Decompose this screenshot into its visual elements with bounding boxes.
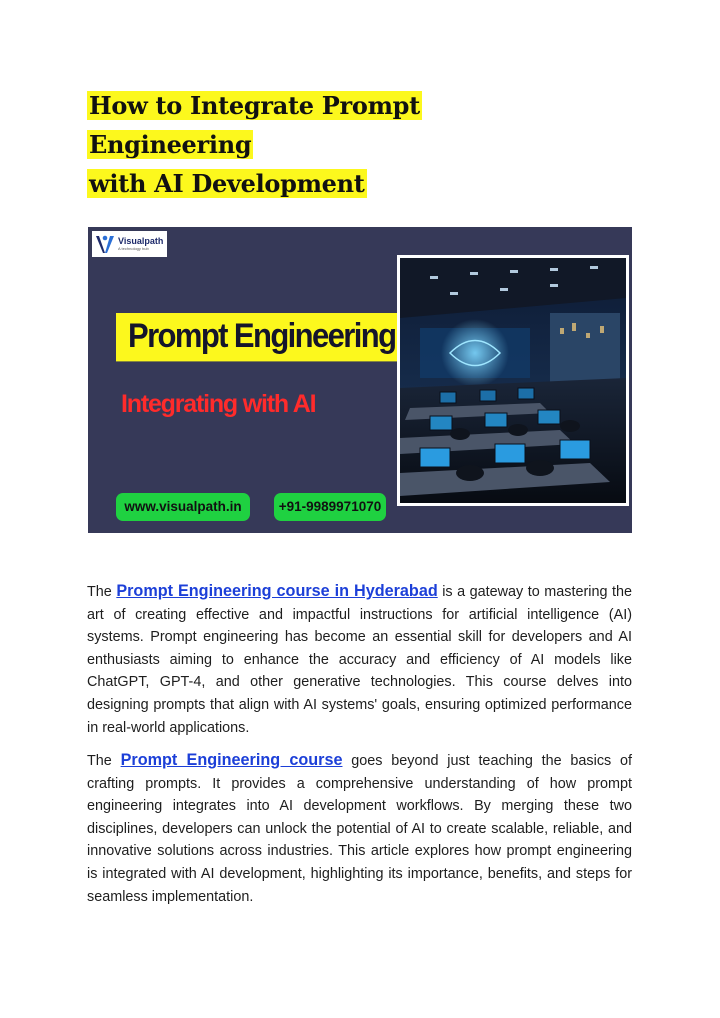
para2-lead: The bbox=[87, 753, 112, 769]
banner-subheadline: Integrating with AI bbox=[121, 390, 316, 418]
phone-badge: +91-9989971070 bbox=[274, 493, 386, 521]
title-line-1: How to Integrate Prompt Engineering bbox=[89, 91, 420, 159]
second-paragraph bbox=[87, 749, 632, 908]
logo-name: Visualpath bbox=[118, 236, 164, 246]
classroom-photo bbox=[397, 255, 629, 506]
para2-text: goes beyond just teaching the basics of crafting prompts. It provides a comprehensive understanding of how prompt engineering integrates into AI development workflows. By merging these two disciplines, developers can unlock the potential of AI to create scalable, reliable, and innovative solutions across industries. This article explores how prompt engineering is integrated with AI development, highlighting its importance, benefits, and steps for seamless implementation. bbox=[87, 753, 633, 905]
website-badge: www.visualpath.in bbox=[116, 493, 250, 521]
page-title bbox=[87, 86, 587, 203]
para1-text: is a gateway to mastering the art of creating effective and impactful instructions for artificial intelligence (AI) systems. Prompt engineering has become an essential skill for developers and AI enthusiasts aiming to enhance the accuracy and efficiency of AI models like ChatGPT, GPT-4, and other generative technologies. This course delves into designing prompts that align with AI systems' goals, ensuring optimized performance in real-world applications. bbox=[87, 584, 632, 736]
para1-lead: The bbox=[87, 584, 112, 600]
promo-banner bbox=[88, 227, 632, 533]
hyderabad-course-link[interactable]: Prompt Engineering course in Hyderabad bbox=[116, 582, 438, 600]
logo-tagline: A technology hub bbox=[118, 246, 149, 251]
title-line-2: with AI Development bbox=[89, 169, 365, 198]
visualpath-logo-icon bbox=[94, 233, 116, 255]
intro-paragraph bbox=[87, 580, 632, 739]
visualpath-logo bbox=[92, 231, 167, 257]
course-link[interactable]: Prompt Engineering course bbox=[120, 751, 343, 769]
classroom-illustration bbox=[400, 258, 626, 503]
banner-headline: Prompt Engineering bbox=[116, 313, 407, 361]
